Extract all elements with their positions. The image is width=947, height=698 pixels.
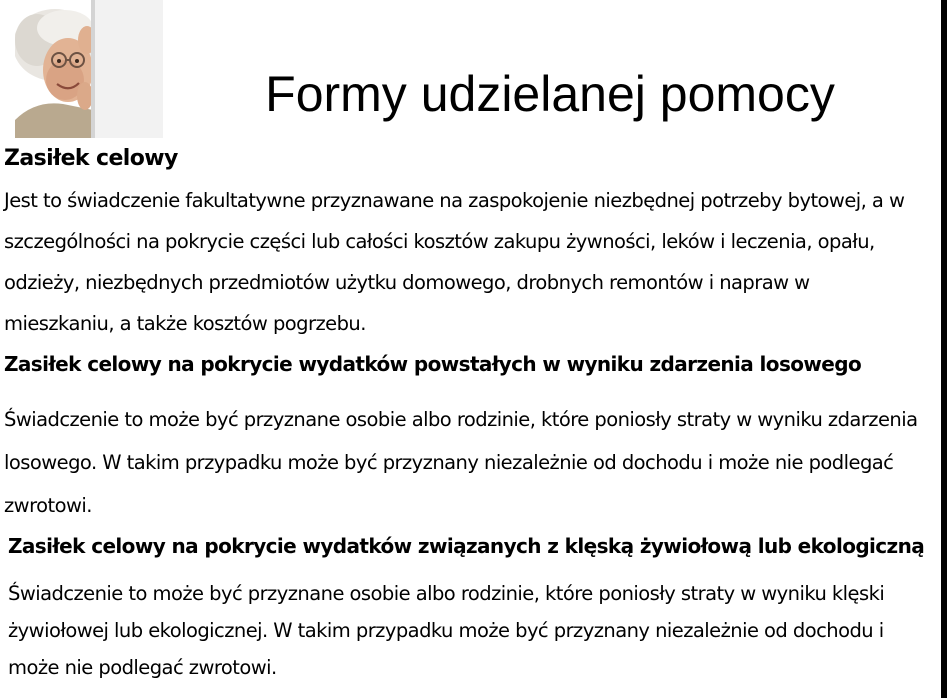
elderly-woman-photo (15, 0, 163, 138)
right-edge-bar (941, 0, 947, 698)
section-text-zdarzenie-losowe: Świadczenie to może być przyznane osobie albo rodzinie, które poniosły straty w wyniku zdarzenia losowego. W takim przypadku może być przyznany niezależnie od dochodu i może nie podlegać zwrotowi. (4, 408, 918, 517)
section-heading-zdarzenie-losowe: Zasiłek celowy na pokrycie wydatków powstałych w wyniku zdarzenia losowego (4, 352, 862, 376)
section-heading-zasilek-celowy: Zasiłek celowy (4, 146, 178, 171)
section-text-kleska-zywiolowa: Świadczenie to może być przyznane osobie albo rodzinie, które poniosły straty w wyniku klęski żywiołowej lub ekologicznej. W takim przypadku może być przyznany niezależnie od dochodu i może nie podlegać zwrotowi. (8, 582, 885, 679)
section-text-zasilek-celowy: Jest to świadczenie fakultatywne przyznawane na zaspokojenie niezbędnej potrzeby bytowej, a w szczególności na pokrycie części lub całości kosztów zakupu żywności, leków i leczenia, opału, odzieży, niezbędnych przedmiotów użytku domowego, drobnych remontów i napraw w mieszkaniu, a także kosztów pogrzebu. (4, 189, 905, 335)
section-heading-kleska-zywiolowa: Zasiłek celowy na pokrycie wydatków związanych z klęską żywiołową lub ekologiczną (8, 534, 925, 558)
slide-title: Formy udzielanej pomocy (265, 66, 835, 122)
elderly-woman-peeking-icon (15, 0, 163, 138)
